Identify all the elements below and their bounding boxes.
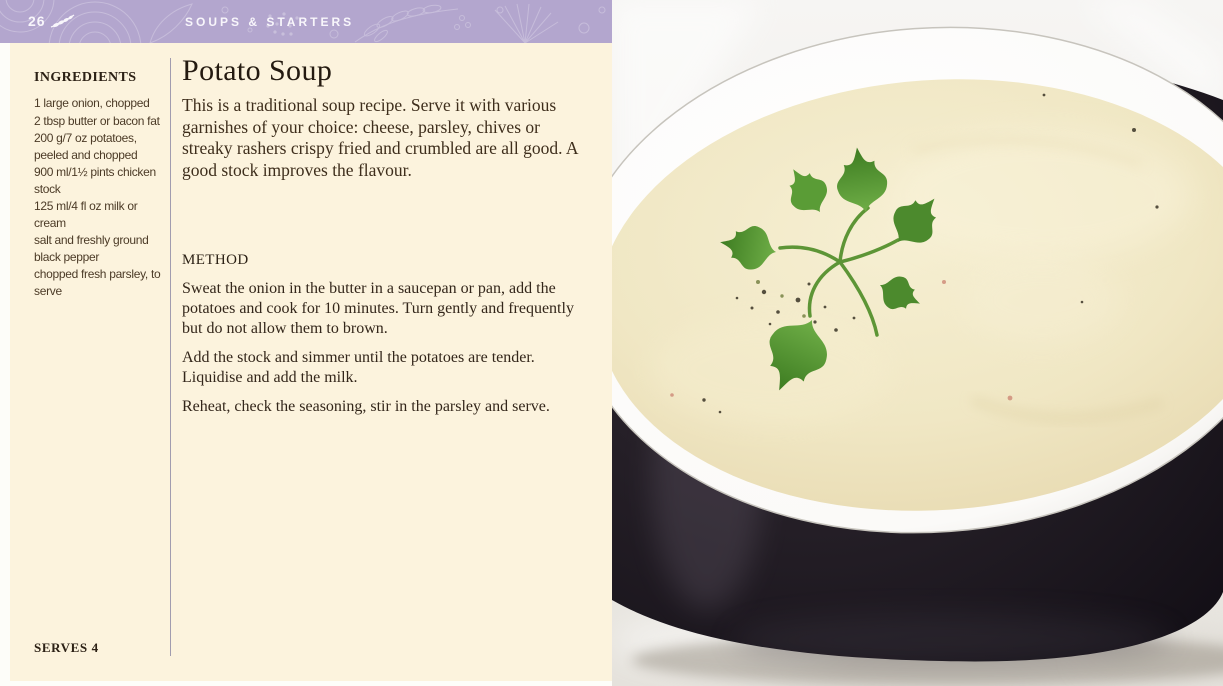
page-edge-left <box>0 43 10 686</box>
serves-label: SERVES 4 <box>34 640 99 655</box>
page-edge-bottom <box>0 681 612 686</box>
ingredients-heading: INGREDIENTS <box>34 70 137 85</box>
leaf-sprig-icon <box>50 13 76 34</box>
recipe-title: Potato Soup <box>182 54 333 87</box>
recipe-intro: This is a traditional soup recipe. Serve it with various garnishes of your choice: cheese, parsley, chives or streaky rashers crispy fried and crumbled are all good. A good stock improves the flavour. <box>182 95 578 181</box>
ingredient-item: 1 large onion, chopped <box>34 96 150 110</box>
method-step: Sweat the onion in the butter in a saucepan or pan, add the potatoes and cook for 10 minutes. Turn gently and frequently but do not allow them to brown. <box>182 279 574 337</box>
ingredients-panel <box>34 70 168 301</box>
method-heading: METHOD <box>182 251 249 268</box>
recipe-body <box>182 54 587 426</box>
ingredient-item: 2 tbsp butter or bacon fat <box>34 113 160 128</box>
ingredient-item: 900 ml/1½ pints chicken stock <box>34 165 156 196</box>
section-title: SOUPS & STARTERS <box>185 15 355 29</box>
ingredient-item: 200 g/7 oz potatoes, peeled and chopped <box>34 131 138 162</box>
ingredient-item: 125 ml/4 fl oz milk or cream <box>34 199 138 230</box>
ingredient-item: salt and freshly ground black pepper <box>34 233 149 264</box>
column-divider <box>170 58 171 656</box>
ingredient-item: chopped fresh parsley, to serve <box>34 267 161 299</box>
soup-photo <box>612 0 1223 686</box>
page-number: 26 <box>28 13 46 29</box>
section-banner <box>0 0 612 43</box>
method-step: Reheat, check the seasoning, stir in the parsley and serve. <box>182 397 550 415</box>
method-step: Add the stock and simmer until the potatoes are tender. Liquidise and add the milk. <box>182 348 535 386</box>
